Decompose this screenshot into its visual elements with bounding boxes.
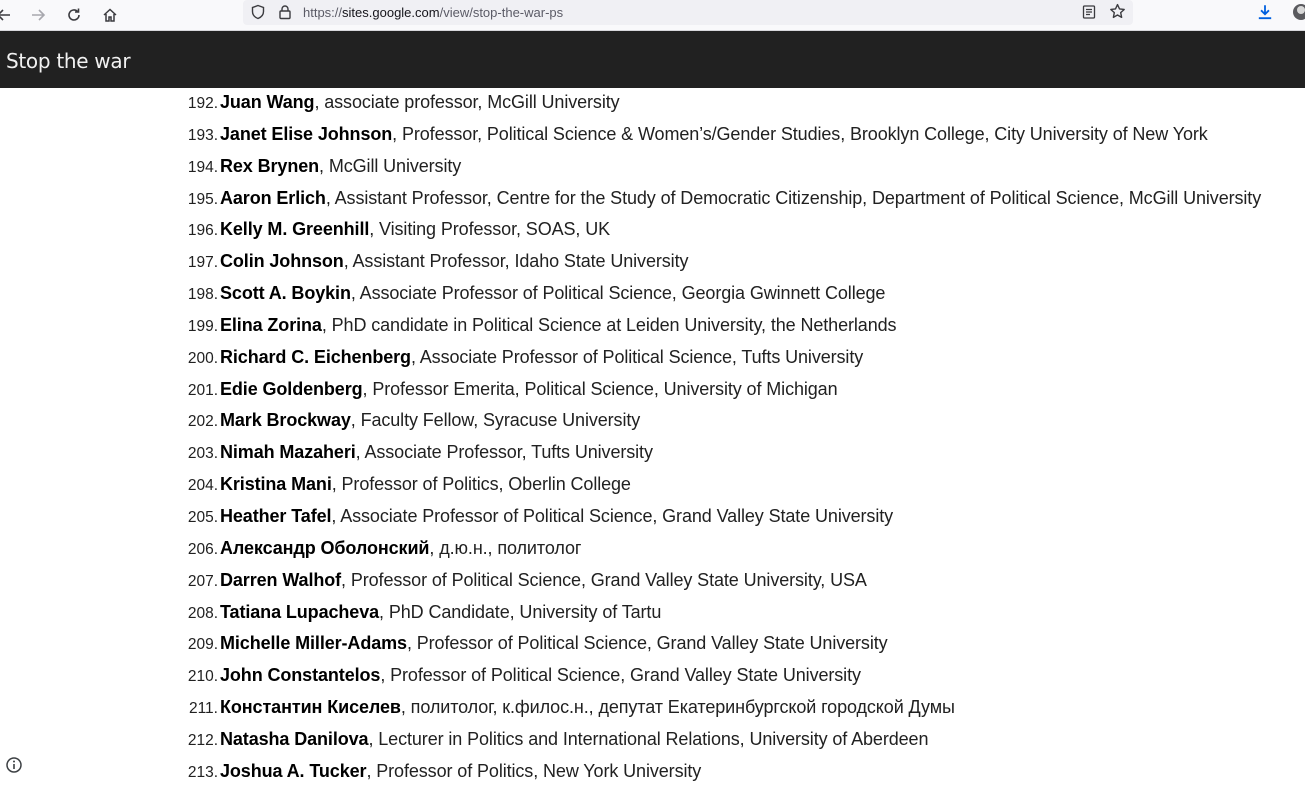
signatory-name: Kelly M. Greenhill bbox=[220, 219, 370, 240]
info-icon[interactable] bbox=[5, 756, 23, 774]
signatory-affiliation: , Associate Professor of Political Science, Tufts University bbox=[410, 346, 864, 367]
signatory-name: Joshua A. Tucker bbox=[220, 760, 367, 781]
signatory-affiliation: , Associate Professor of Political Science, Georgia Gwinnett College bbox=[350, 283, 886, 304]
signatory-name: John Constantelos bbox=[220, 665, 381, 686]
list-item-text bbox=[220, 188, 1261, 209]
signatory-affiliation: , PhD candidate in Political Science at Leiden University, the Netherlands bbox=[321, 314, 897, 335]
list-item-text bbox=[220, 156, 461, 177]
signatory-name: Александр Оболонский bbox=[220, 537, 430, 558]
reload-icon[interactable] bbox=[62, 3, 86, 27]
list-item-number: 196. bbox=[187, 222, 218, 240]
signatory-name: Michelle Miller-Adams bbox=[220, 633, 407, 654]
url-host: sites.google.com bbox=[342, 5, 440, 20]
list-item-number: 206. bbox=[187, 540, 218, 558]
list-item-text bbox=[220, 347, 863, 368]
list-item-number: 201. bbox=[187, 381, 218, 399]
lock-icon[interactable] bbox=[277, 4, 293, 20]
site-header bbox=[0, 31, 1305, 88]
list-item-number: 210. bbox=[187, 668, 218, 686]
signatory-affiliation: , Associate Professor, Tufts University bbox=[355, 442, 653, 463]
signatory-name: Juan Wang bbox=[220, 92, 315, 112]
list-item-text bbox=[220, 729, 928, 750]
bookmark-star-icon[interactable] bbox=[1109, 3, 1126, 20]
list-item-text bbox=[220, 506, 893, 527]
list-item-number: 204. bbox=[187, 477, 218, 495]
list-item-number: 202. bbox=[187, 413, 218, 431]
list-item-number: 197. bbox=[187, 254, 218, 272]
url-path: /view/stop-the-war-ps bbox=[439, 5, 564, 20]
signatory-affiliation: , Professor of Political Science, Grand Valley State University bbox=[380, 665, 861, 686]
signatory-name: Mark Brockway bbox=[220, 410, 351, 431]
list-item-text bbox=[220, 442, 653, 463]
signatory-name: Natasha Danilova bbox=[220, 728, 369, 749]
signatory-affiliation: , McGill University bbox=[319, 155, 462, 176]
signatory-affiliation: , Professor, Political Science & Women’s/Gender Studies, Brooklyn College, City University of New York bbox=[392, 123, 1208, 144]
list-item-text bbox=[220, 410, 640, 431]
avatar[interactable] bbox=[1293, 4, 1305, 20]
home-icon[interactable] bbox=[98, 3, 122, 27]
signatory-name: Aaron Erlich bbox=[220, 187, 326, 208]
signatory-name: Heather Tafel bbox=[220, 505, 332, 526]
signatory-name: Richard C. Eichenberg bbox=[220, 346, 411, 367]
list-item-number: 198. bbox=[187, 286, 218, 304]
signatory-name: Rex Brynen bbox=[220, 155, 320, 176]
list-item-text bbox=[220, 379, 838, 400]
signatory-name: Scott A. Boykin bbox=[220, 283, 351, 304]
list-item-number: 212. bbox=[187, 731, 218, 749]
list-item-text bbox=[220, 92, 620, 113]
reader-view-icon[interactable] bbox=[1081, 4, 1097, 20]
signatory-name: Nimah Mazaheri bbox=[220, 442, 356, 463]
download-icon[interactable] bbox=[1256, 3, 1274, 21]
signatory-name: Tatiana Lupacheva bbox=[220, 601, 380, 622]
list-item-number: 211. bbox=[188, 700, 218, 718]
list-item-text bbox=[220, 697, 955, 718]
forward-icon[interactable] bbox=[26, 3, 50, 27]
signatory-affiliation: , Professor of Political Science, Grand Valley State University bbox=[406, 633, 888, 654]
signatory-affiliation: , Associate Professor of Political Science, Grand Valley State University bbox=[331, 505, 894, 526]
signatory-name: Darren Walhof bbox=[220, 569, 342, 590]
signatory-affiliation: , Professor of Political Science, Grand Valley State University, USA bbox=[341, 569, 867, 590]
list-item-number: 193. bbox=[187, 126, 218, 144]
list-item-text bbox=[220, 570, 867, 591]
list-item-text bbox=[220, 283, 885, 304]
list-item-text bbox=[220, 633, 888, 654]
signatory-affiliation: , Professor of Politics, New York University bbox=[366, 760, 702, 781]
list-item-text bbox=[220, 124, 1208, 145]
list-item-number: 203. bbox=[187, 445, 218, 463]
signatory-affiliation: , политолог, к.филос.н., депутат Екатеринбургской городской Думы bbox=[400, 697, 955, 718]
list-item-number: 200. bbox=[187, 349, 218, 367]
signatory-affiliation: , Lecturer in Politics and International Relations, University of Aberdeen bbox=[368, 728, 929, 749]
signatory-affiliation: , Assistant Professor, Centre for the Study of Democratic Citizenship, Department of Political Science, McGill University bbox=[325, 187, 1262, 208]
signatory-name: Kristina Mani bbox=[220, 474, 332, 495]
list-item-text bbox=[220, 219, 610, 240]
shield-icon[interactable] bbox=[250, 4, 266, 20]
list-item-text bbox=[220, 474, 631, 495]
signatory-name: Edie Goldenberg bbox=[220, 378, 363, 399]
url-scheme: https:// bbox=[303, 5, 343, 20]
signatory-affiliation: , PhD Candidate, University of Tartu bbox=[379, 601, 662, 622]
list-item-text bbox=[220, 538, 581, 559]
list-item-text bbox=[220, 602, 661, 623]
signatory-name: Colin Johnson bbox=[220, 251, 344, 272]
signatory-affiliation: , Faculty Fellow, Syracuse University bbox=[350, 410, 641, 431]
list-item-number: 209. bbox=[187, 636, 218, 654]
back-icon[interactable] bbox=[0, 3, 16, 27]
signatory-affiliation: , д.ю.н., политолог bbox=[429, 537, 582, 558]
signatory-name: Janet Elise Johnson bbox=[220, 123, 393, 144]
signatory-name: Константин Киселев bbox=[220, 697, 401, 718]
signatory-name: Elina Zorina bbox=[220, 314, 322, 335]
site-title[interactable]: Stop the war bbox=[6, 49, 131, 73]
list-item-number: 208. bbox=[187, 604, 218, 622]
list-item-number: 195. bbox=[187, 190, 218, 208]
list-item-text bbox=[220, 761, 701, 782]
page-content bbox=[0, 88, 1305, 797]
signatory-affiliation: , Visiting Professor, SOAS, UK bbox=[369, 219, 611, 240]
list-item-number: 194. bbox=[187, 158, 218, 176]
browser-toolbar bbox=[0, 0, 1305, 31]
list-item-number: 192. bbox=[187, 95, 218, 112]
list-item-number: 205. bbox=[187, 508, 218, 526]
list-item-number: 207. bbox=[187, 572, 218, 590]
signatory-affiliation: , Professor Emerita, Political Science, University of Michigan bbox=[362, 378, 838, 399]
url-text[interactable] bbox=[303, 5, 563, 20]
list-item-number: 199. bbox=[187, 317, 218, 335]
list-item-text bbox=[220, 251, 688, 272]
list-item-number: 213. bbox=[187, 763, 218, 781]
signatory-affiliation: , associate professor, McGill University bbox=[314, 92, 620, 112]
signatory-affiliation: , Assistant Professor, Idaho State University bbox=[343, 251, 689, 272]
signatory-affiliation: , Professor of Politics, Oberlin College bbox=[331, 474, 631, 495]
list-item-text bbox=[220, 665, 861, 686]
list-item-text bbox=[220, 315, 896, 336]
